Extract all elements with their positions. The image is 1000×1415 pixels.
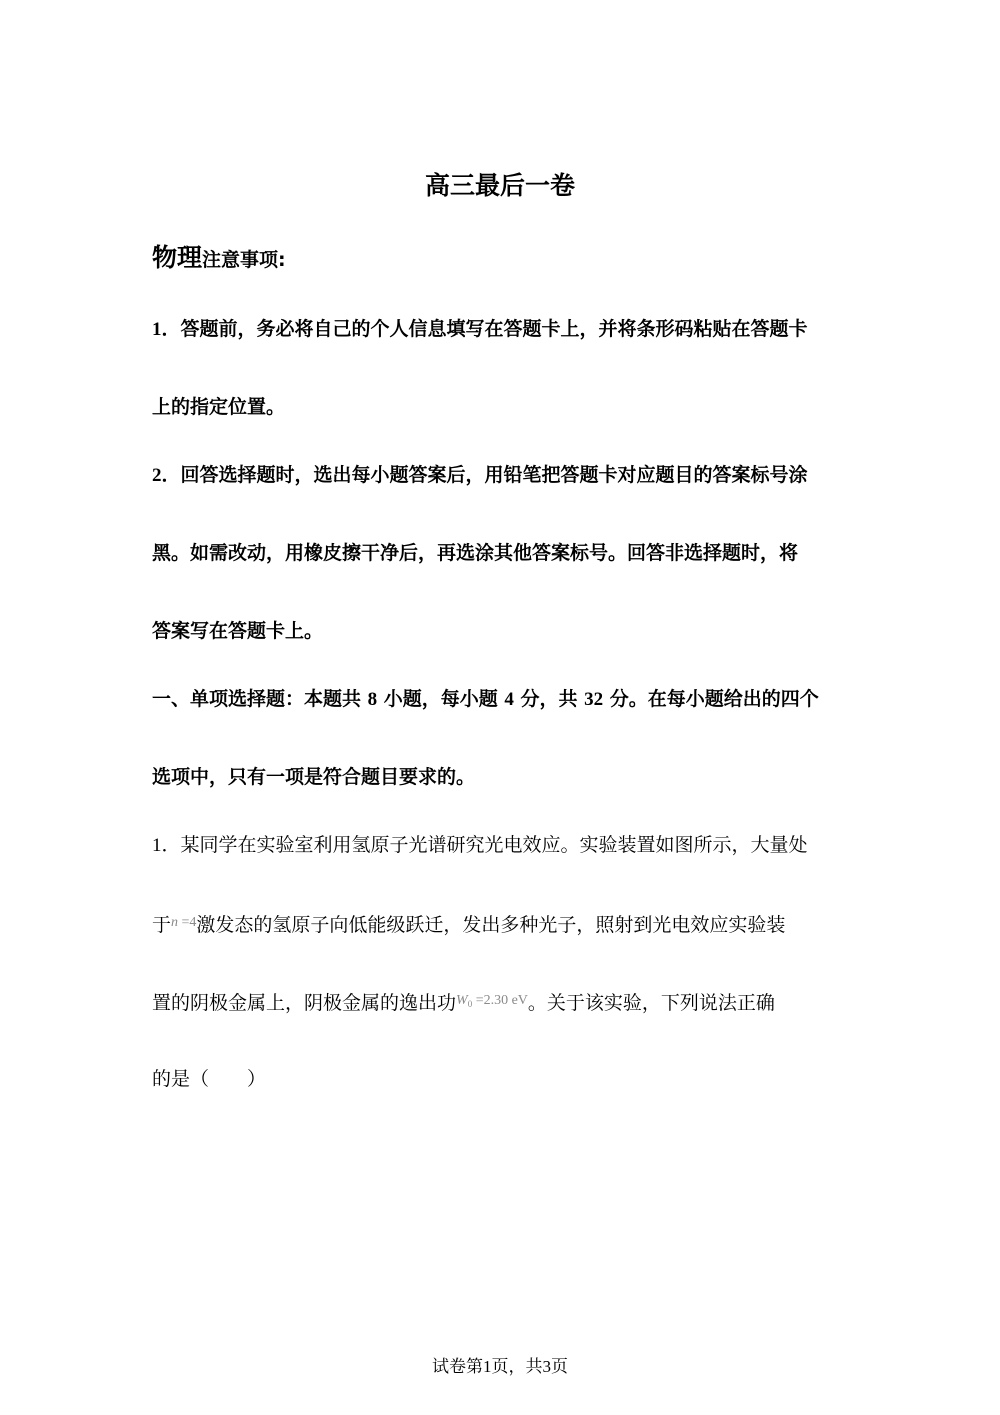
math-n-equals-4	[171, 915, 196, 930]
question-1-line-4: 的是（ ）	[152, 1068, 267, 1090]
section-suffix: 分。在每小题给出的四个	[609, 688, 819, 710]
question-1-number: 1．	[152, 835, 181, 856]
instruction-2-text: 回答选择题时，选出每小题答案后，用铅笔把答题卡对应题目的答案标号涂	[180, 464, 808, 486]
math-w-rest: =2.30 eV	[475, 993, 528, 1008]
footer-pre: 试卷第	[432, 1357, 483, 1377]
footer-total-pages: 3	[542, 1357, 551, 1376]
question-1-text-3a: 置的阴极金属上，阴极金属的逸出功	[152, 992, 457, 1014]
question-1-text-1: 某同学在实验室利用氢原子光谱研究光电效应。实验装置如图所示，大量处	[180, 834, 808, 856]
question-1-text-2b: 激发态的氢原子向低能级跃迁，发出多种光子，照射到光电效应实验装	[196, 914, 786, 936]
math-n-var: n	[171, 915, 179, 930]
question-1-text-3b: 。关于该实验，下列说法正确	[527, 992, 775, 1014]
math-n-rest: =4	[181, 915, 197, 930]
footer-page-number: 1	[483, 1357, 492, 1376]
section-total: 32	[584, 689, 604, 710]
footer-post: 页	[551, 1357, 568, 1377]
section-mid2: 分，共	[520, 688, 578, 710]
page-title: 高三最后一卷	[424, 171, 575, 200]
section-prefix: 一、单项选择题：本题共	[152, 688, 362, 710]
math-w-var: W	[456, 993, 468, 1008]
question-1-line-1	[152, 832, 852, 859]
instruction-1-line-1	[152, 316, 852, 343]
footer-mid: 页，共	[491, 1357, 543, 1377]
math-work-function	[456, 993, 528, 1008]
instruction-2-line-3: 答案写在答题卡上。	[152, 620, 324, 642]
section-mid1: 小题，每小题	[383, 688, 498, 710]
page-footer	[0, 1356, 1000, 1378]
subject-line	[152, 242, 852, 276]
section-score-each: 4	[504, 689, 514, 710]
section-heading-line-2: 选项中，只有一项是符合题目要求的。	[152, 766, 476, 788]
subject-label: 物理	[152, 243, 203, 272]
notes-heading: 注意事项:	[202, 249, 286, 271]
section-heading-line-1	[152, 686, 852, 713]
question-1-line-3	[152, 988, 852, 1017]
question-1-line-2	[152, 910, 852, 938]
instruction-2-number: 2．	[152, 465, 181, 486]
question-1-text-2a: 于	[152, 914, 172, 936]
section-count: 8	[367, 689, 378, 710]
math-w-sub: 0	[467, 999, 473, 1009]
instruction-2-line-2: 黑。如需改动，用橡皮擦干净后，再选涂其他答案标号。回答非选择题时，将	[152, 542, 799, 564]
instruction-2-line-1	[152, 462, 852, 489]
instruction-1-text: 答题前，务必将自己的个人信息填写在答题卡上，并将条形码粘贴在答题卡	[180, 318, 808, 340]
instruction-1-line-2: 上的指定位置。	[152, 396, 286, 418]
instruction-1-number: 1．	[152, 319, 181, 340]
